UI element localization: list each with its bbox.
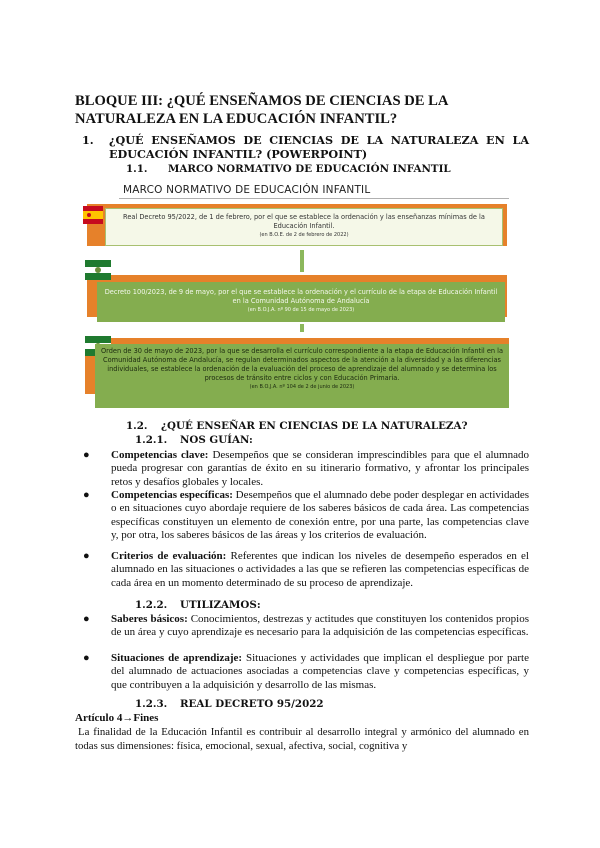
bullet-icon: ●	[83, 613, 90, 625]
box-real-decreto	[105, 208, 503, 246]
definition: Situaciones y actividades que implican el despliegue por parte del alumnado de actuaciones asociadas a competencias clave y competencias específicas, y que contribuyen a la adquisición y desarrollo de las mismas.	[111, 652, 529, 691]
box1-note: (en B.O.E. de 2 de febrero de 2022)	[259, 232, 349, 238]
term: Competencias clave:	[111, 449, 209, 461]
box2-text: Decreto 100/2023, de 9 de mayo, por el que se establece la ordenación y el currículo de la etapa de Educación Infantil en la Comunidad Autónoma de Andalucía	[104, 288, 498, 305]
sub-1-1-number: 1.1.	[126, 163, 148, 175]
section-1-title: ¿QUÉ ENSEÑAMOS DE CIENCIAS DE LA NATURALEZA EN LA EDUCACIÓN INFANTIL? (POWERPOINT)	[109, 133, 529, 161]
list-item	[83, 550, 529, 590]
list-item	[83, 652, 529, 692]
definition: Desempeños que el alumnado debe poder desplegar en actividades o en situaciones cuyo abordaje requiere de los saberes básicos de cada área. Las competencias específicas constituyen un elemento de conexión entre, por una parte, las competencias clave y, por otra, los saberes básicos de las áreas y los criterios de evaluación.	[111, 489, 529, 542]
term: Saberes básicos:	[111, 613, 188, 625]
sub-1-2-3-title: REAL DECRETO 95/2022	[180, 698, 324, 710]
box-decreto-100	[97, 282, 505, 322]
sub-1-2-title: ¿QUÉ ENSEÑAR EN CIENCIAS DE LA NATURALEZA?	[161, 420, 468, 432]
box2-note: (en B.O.J.A. nº 90 de 15 de mayo de 2023)	[247, 307, 355, 313]
box1-text: Real Decreto 95/2022, de 1 de febrero, por el que se establece la ordenación y las enseñanzas mínimas de la Educación Infantil.	[123, 213, 485, 230]
normative-diagram	[83, 178, 517, 413]
sub-1-2-2-title: UTILIZAMOS:	[180, 599, 261, 611]
andalucia-flag-icon	[85, 260, 111, 280]
diagram-title: MARCO NORMATIVO DE EDUCACIÓN INFANTIL	[123, 184, 371, 196]
box3-note: (en B.O.J.A. nº 104 de 2 de junio de 2023)	[249, 384, 355, 390]
bullet-icon: ●	[83, 489, 90, 501]
definition: Desempeños que se consideran imprescindibles para que el alumnado pueda progresar con garantías de éxito en su itinerario formativo, y afrontar los principales retos y desafíos globales y locales.	[111, 449, 529, 488]
bullet-icon: ●	[83, 652, 90, 664]
sub-1-2-3-number: 1.2.3.	[135, 698, 168, 710]
sub-1-1-title: MARCO NORMATIVO DE EDUCACIÓN INFANTIL	[168, 163, 451, 175]
list-item	[83, 489, 529, 543]
spain-flag-icon	[83, 206, 103, 224]
diagram-title-rule	[119, 198, 509, 199]
definition: Referentes que indican los niveles de desempeño esperados en el alumnado en las situaciones o actividades a las que se refieren las competencias específicas de cada área en un momento determinado de su proceso de aprendizaje.	[111, 550, 529, 589]
body-paragraph	[75, 726, 529, 753]
sub-1-2-2-number: 1.2.2.	[135, 599, 168, 611]
bullet-icon: ●	[83, 449, 90, 461]
page-heading: BLOQUE III: ¿QUÉ ENSEÑAMOS DE CIENCIAS DE LA NATURALEZA EN LA EDUCACIÓN INFANTIL?	[75, 93, 448, 127]
article-heading: Artículo 4→Fines	[75, 712, 159, 724]
list-item	[83, 449, 529, 489]
term: Competencias específicas:	[111, 489, 233, 501]
arrow-shaft-2	[300, 324, 304, 332]
box3-text: Orden de 30 de mayo de 2023, por la que se desarrolla el currículo correspondiente a la etapa de Educación Infantil en la Comunidad Autónoma de Andalucía, se regulan determinados aspectos de la atención a la diversidad y a las diferencias individuales, se establece la ordenación de la evaluación del proceso de aprendizaje del alumnado y se determina los procesos de tránsito entre ciclos y con Educación Primaria.	[100, 347, 504, 382]
term: Criterios de evaluación:	[111, 550, 227, 562]
section-1-number: 1.	[82, 133, 94, 147]
sub-1-2-1-number: 1.2.1.	[135, 434, 168, 446]
list-item	[83, 613, 529, 640]
definition: Conocimientos, destrezas y actitudes que constituyen los contenidos propios de un área y cuyo aprendizaje es necesario para la adquisición de las competencias específicas.	[111, 613, 529, 639]
sub-1-2-1-title: NOS GUÍAN:	[180, 434, 253, 446]
box-orden-30-mayo	[95, 344, 509, 408]
paragraph-text: La finalidad de la Educación Infantil es contribuir al desarrollo integral y armónico del alumnado en todas sus dimensiones: física, emocional, sexual, afectiva, social, cognitiva y	[75, 726, 529, 752]
sub-1-2-number: 1.2.	[126, 420, 148, 432]
term: Situaciones de aprendizaje:	[111, 652, 243, 664]
bullet-icon: ●	[83, 550, 90, 562]
